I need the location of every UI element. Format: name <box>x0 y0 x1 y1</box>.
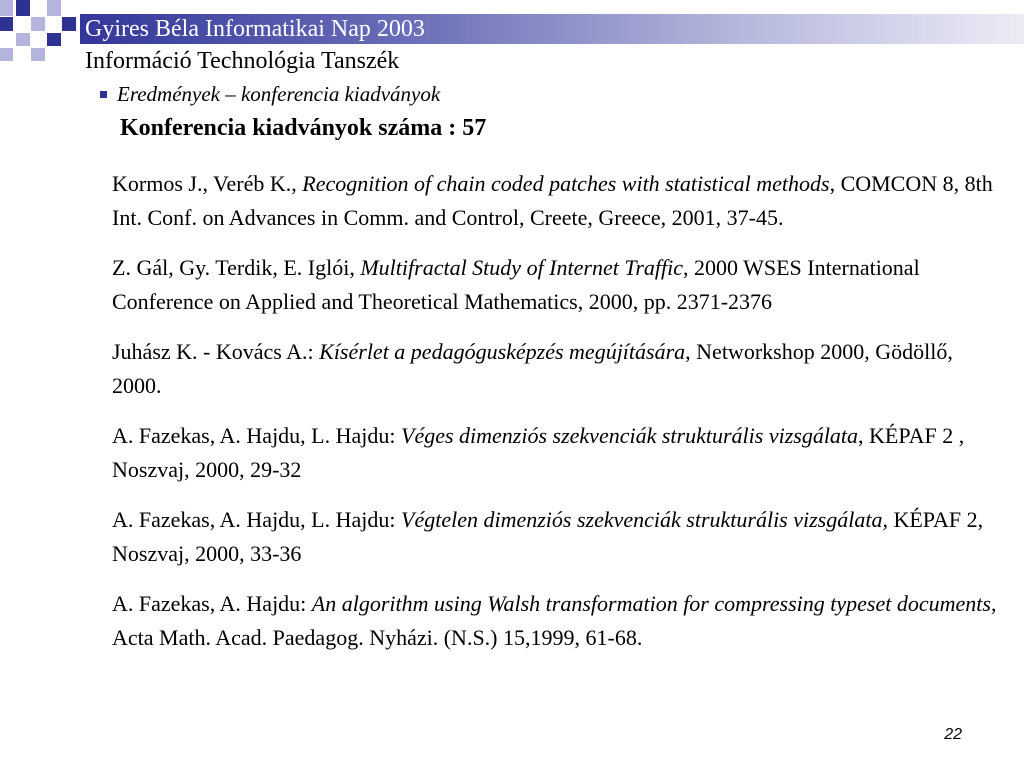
slide-title: Gyires Béla Informatikai Nap 2003 <box>85 16 425 42</box>
reference-authors: Juhász K. - Kovács A.: <box>112 339 320 364</box>
page-number: 22 <box>944 726 962 743</box>
section-bullet-text: Eredmények – konferencia kiadványok <box>117 81 441 106</box>
reference-title: Kísérlet a pedagógusképzés megújítására <box>319 339 686 364</box>
deco-square <box>47 33 61 46</box>
section-heading: Konferencia kiadványok száma : 57 <box>120 115 487 141</box>
reference-title: Véges dimenziós szekvenciák strukturális vizsgálata <box>401 423 859 448</box>
reference-authors: Kormos J., Veréb K., <box>112 171 303 196</box>
deco-square <box>0 0 13 16</box>
reference-item <box>112 251 997 319</box>
reference-authors: A. Fazekas, A. Hajdu: <box>112 591 312 616</box>
deco-square <box>16 33 30 46</box>
reference-list <box>112 167 997 671</box>
reference-item <box>112 167 997 235</box>
deco-square <box>0 17 13 31</box>
section-bullet <box>100 81 440 107</box>
deco-square <box>16 0 30 16</box>
reference-title: Multifractal Study of Internet Traffic <box>360 255 684 280</box>
reference-details: , 2000 WSES International Conference on Applied and Theoretical Mathematics, 2000, pp. 2371-2376 <box>112 255 920 314</box>
reference-authors: A. Fazekas, A. Hajdu, L. Hajdu: <box>112 423 401 448</box>
square-bullet-icon <box>100 91 107 98</box>
deco-square <box>31 17 45 31</box>
reference-title: Végtelen dimenziós szekvenciák strukturális vizsgálata, <box>401 507 888 532</box>
reference-item <box>112 335 997 403</box>
reference-item <box>112 419 997 487</box>
reference-title: Recognition of chain coded patches with statistical methods <box>302 171 830 196</box>
reference-item <box>112 503 997 571</box>
reference-details: KÉPAF 2, Noszvaj, 2000, 33-36 <box>112 507 984 566</box>
slide-subtitle: Információ Technológia Tanszék <box>85 48 400 74</box>
deco-square <box>0 48 13 61</box>
reference-authors: A. Fazekas, A. Hajdu, L. Hajdu: <box>112 507 401 532</box>
deco-square <box>62 17 76 31</box>
reference-title: An algorithm using Walsh transformation for compressing typeset documents <box>311 591 991 616</box>
deco-square <box>47 0 61 16</box>
reference-details: , Acta Math. Acad. Paedagog. Nyházi. (N.S.) 15,1999, 61-68. <box>112 591 997 650</box>
deco-square <box>31 48 45 61</box>
reference-item <box>112 587 997 655</box>
reference-authors: Z. Gál, Gy. Terdik, E. Iglói, <box>112 255 361 280</box>
reference-details: , COMCON 8, 8th Int. Conf. on Advances in Comm. and Control, Creete, Greece, 2001, 37-45. <box>112 171 993 230</box>
reference-details: , KÉPAF 2 , Noszvaj, 2000, 29-32 <box>112 423 965 482</box>
reference-details: , Networkshop 2000, Gödöllő, 2000. <box>112 339 953 398</box>
